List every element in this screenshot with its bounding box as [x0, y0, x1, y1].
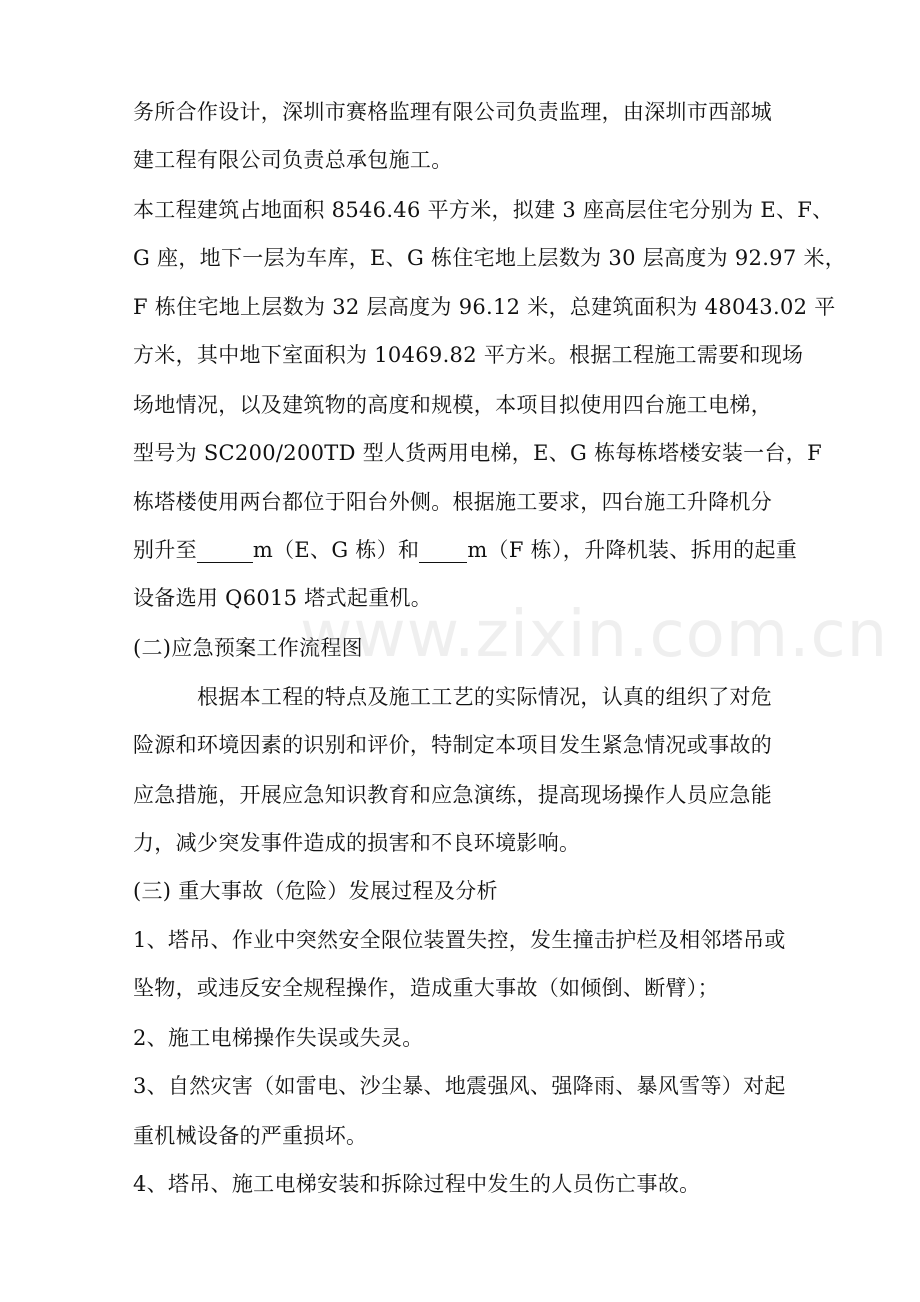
body-text-line: 务所合作设计，深圳市赛格监理有限公司负责监理，由深圳市西部城	[133, 100, 772, 124]
body-text-line: 本工程建筑占地面积 8546.46 平方米，拟建 3 座高层住宅分别为 E、F、	[133, 198, 834, 222]
section-heading: (三) 重大事故（危险）发展过程及分析	[133, 879, 498, 903]
fill-in-blank	[197, 542, 253, 563]
blank-line-text-3: m（F 栋），升降机装、拆用的起重	[467, 538, 798, 562]
paragraph-line: 应急措施，开展应急知识教育和应急演练，提高现场操作人员应急能	[133, 783, 772, 807]
paragraph-line: 险源和环境因素的识别和评价，特制定本项目发生紧急情况或事故的	[133, 733, 772, 757]
blank-line-text-2: m（E、G 栋）和	[252, 538, 420, 562]
body-text-line: F 栋住宅地上层数为 32 层高度为 96.12 米，总建筑面积为 48043.02 平	[133, 295, 836, 319]
list-item-line: 3、自然灾害（如雷电、沙尘暴、地震强风、强降雨、暴风雪等）对起	[133, 1074, 786, 1098]
list-item-line: 坠物，或违反安全规程操作，造成重大事故（如倾倒、断臂）；	[133, 976, 719, 1000]
fill-in-blank	[419, 542, 467, 563]
body-text-line: 场地情况，以及建筑物的高度和规模，本项目拟使用四台施工电梯，	[133, 393, 772, 417]
blank-line-text-1: 别升至	[133, 538, 197, 562]
list-item-line: 4、塔吊、施工电梯安装和拆除过程中发生的人员伤亡事故。	[133, 1172, 701, 1196]
list-item-line: 1、塔吊、作业中突然安全限位装置失控，发生撞击护栏及相邻塔吊或	[133, 928, 786, 952]
body-text-line-with-blanks	[133, 537, 797, 563]
paragraph-line: 力，减少突发事件造成的损害和不良环境影响。	[133, 831, 581, 855]
list-item-line: 2、施工电梯操作失误或失灵。	[133, 1026, 424, 1050]
body-text-line: 建工程有限公司负责总承包施工。	[133, 148, 453, 172]
body-text-line: 设备选用 Q6015 塔式起重机。	[133, 586, 433, 610]
paragraph-line: 根据本工程的特点及施工工艺的实际情况，认真的组织了对危	[197, 685, 773, 709]
list-item-line: 重机械设备的严重损坏。	[133, 1124, 368, 1148]
body-text-line: 型号为 SC200/200TD 型人货两用电梯，E、G 栋每栋塔楼安装一台，F	[133, 441, 822, 465]
section-heading: (二)应急预案工作流程图	[133, 636, 363, 660]
body-text-line: 方米，其中地下室面积为 10469.82 平方米。根据工程施工需要和现场	[133, 343, 804, 367]
watermark: www.zixin.com.cn	[300, 598, 889, 672]
body-text-line: G 座，地下一层为车库，E、G 栋住宅地上层数为 30 层高度为 92.97 米，	[133, 246, 847, 270]
body-text-line: 栋塔楼使用两台都位于阳台外侧。根据施工要求，四台施工升降机分	[133, 490, 772, 514]
